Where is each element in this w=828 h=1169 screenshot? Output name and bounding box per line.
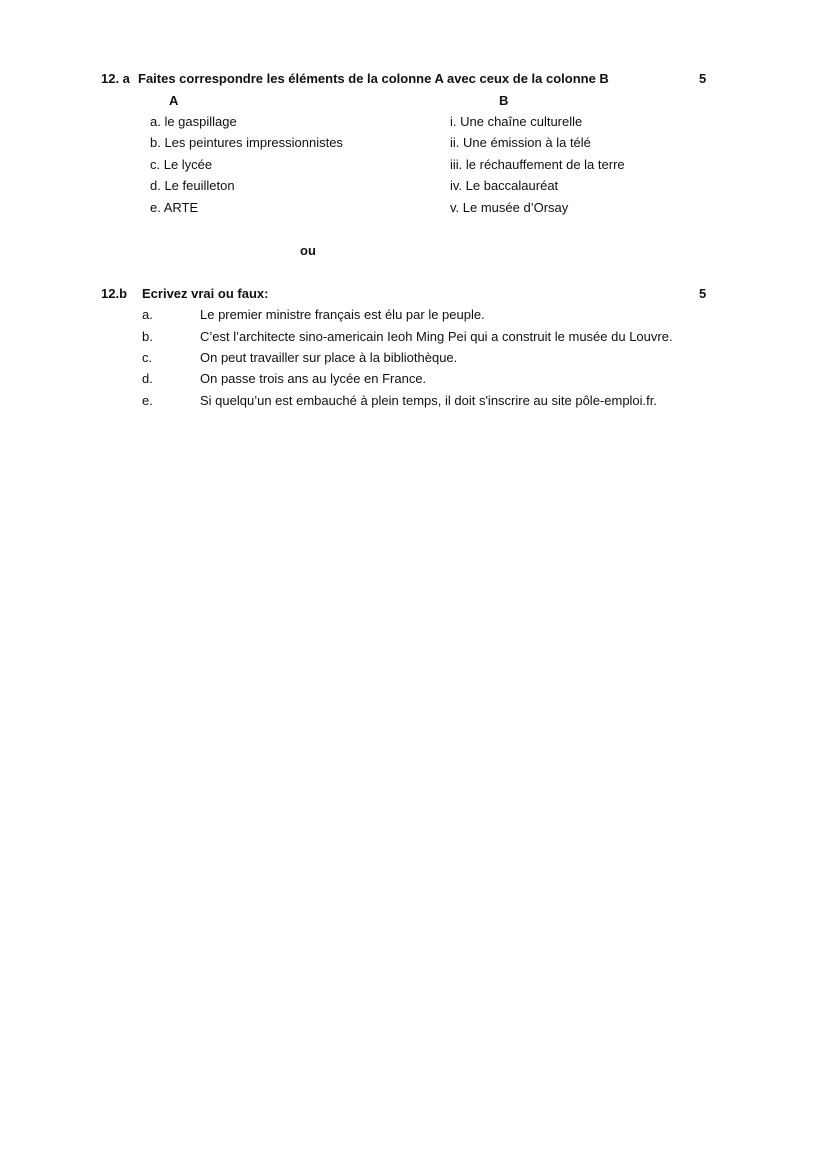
column-b-header: B xyxy=(499,93,509,108)
statement-letter: a. xyxy=(142,307,153,322)
question-12a-instruction: Faites correspondre les éléments de la colonne A avec ceux de la colonne B xyxy=(138,71,609,86)
column-b-item: iv. Le baccalauréat xyxy=(450,178,559,193)
question-12a-marks: 5 xyxy=(699,71,707,86)
statement-text: Le premier ministre français est élu par le peuple. xyxy=(200,307,485,322)
statement-text: On passe trois ans au lycée en France. xyxy=(200,371,427,386)
statement-letter: b. xyxy=(142,329,153,344)
column-a-item: c. Le lycée xyxy=(150,157,213,172)
statement-letter: d. xyxy=(142,371,153,386)
column-b-item: i. Une chaîne culturelle xyxy=(450,114,583,129)
column-a-header: A xyxy=(169,93,179,108)
column-b-item: v. Le musée d’Orsay xyxy=(450,200,569,215)
question-12b-number: 12.b xyxy=(101,286,128,301)
statement-letter: e. xyxy=(142,393,153,408)
question-12b-marks: 5 xyxy=(699,286,707,301)
column-b-item: ii. Une émission à la télé xyxy=(450,135,591,150)
question-12a-number: 12. a xyxy=(101,71,130,86)
column-a-item: a. le gaspillage xyxy=(150,114,237,129)
statement-text: Si quelqu’un est embauché à plein temps, il doit s'inscrire au site pôle-emploi.fr. xyxy=(200,393,657,408)
statement-text: C’est l’architecte sino-americain Ieoh Ming Pei qui a construit le musée du Louvre. xyxy=(200,329,673,344)
or-separator: ou xyxy=(300,243,316,258)
column-a-item: d. Le feuilleton xyxy=(150,178,235,193)
statement-letter: c. xyxy=(142,350,153,365)
statement-text: On peut travailler sur place à la bibliothèque. xyxy=(200,350,458,365)
column-a-item: e. ARTE xyxy=(150,200,199,215)
column-b-item: iii. le réchauffement de la terre xyxy=(450,157,625,172)
question-12b-instruction: Ecrivez vrai ou faux: xyxy=(142,286,269,301)
column-a-item: b. Les peintures impressionnistes xyxy=(150,135,343,150)
